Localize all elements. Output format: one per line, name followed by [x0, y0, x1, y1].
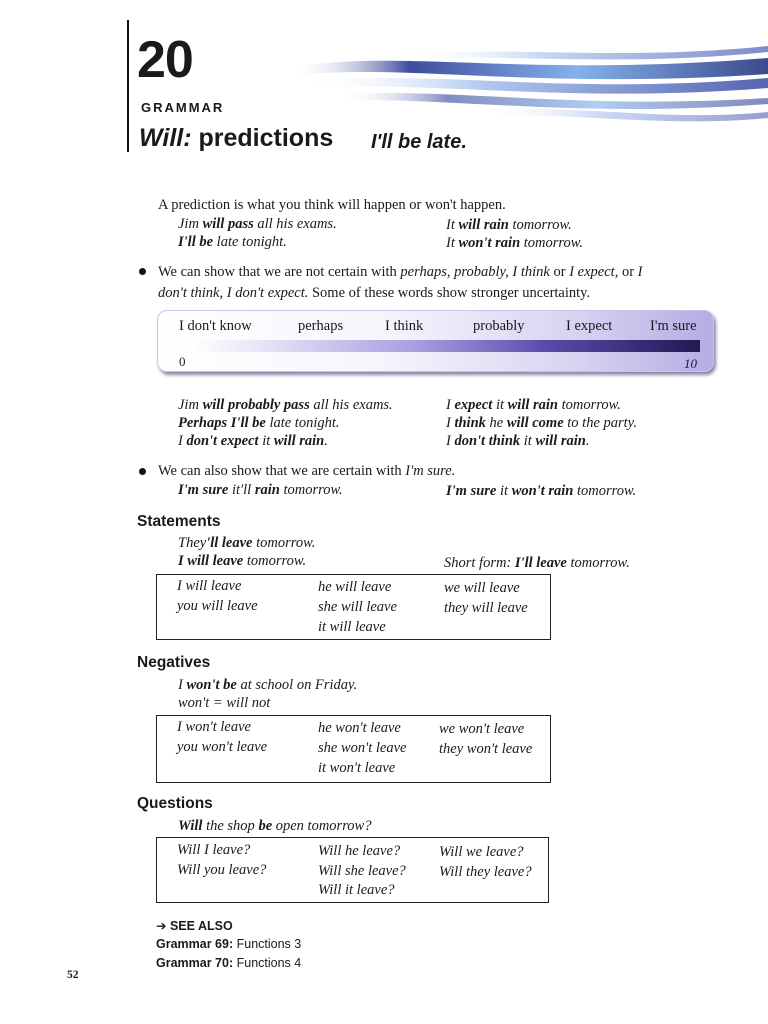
scale-label: I'm sure: [650, 318, 697, 334]
unit-number: 20: [137, 31, 193, 89]
example-sentence: Jim will pass all his exams.: [178, 216, 337, 232]
table-cell: Will they leave?: [439, 864, 532, 880]
section-heading: Questions: [137, 795, 213, 812]
scale-min-label: 0: [179, 354, 186, 369]
table-cell: you will leave: [177, 598, 258, 614]
page-subtitle: I'll be late.: [371, 131, 467, 153]
uncertainty-text: We can show that we are not certain with perhaps, probably, I think or I expect, or I: [158, 264, 643, 280]
bullet-icon: [139, 268, 146, 275]
section-heading: Statements: [137, 513, 221, 530]
table-cell: I won't leave: [177, 719, 251, 735]
decorative-swoosh-image: [280, 38, 768, 130]
header-rule: [127, 20, 129, 152]
example-sentence: It won't rain tomorrow.: [446, 235, 583, 251]
example-sentence: Will the shop be open tomorrow?: [178, 818, 372, 834]
example-sentence: I will leave tomorrow.: [178, 553, 307, 569]
table-cell: they won't leave: [439, 741, 533, 757]
section-heading: Negatives: [137, 654, 211, 671]
example-sentence: It will rain tomorrow.: [446, 217, 572, 233]
table-cell: you won't leave: [177, 739, 268, 755]
example-sentence: I expect it will rain tomorrow.: [446, 397, 621, 413]
table-cell: Will we leave?: [439, 844, 524, 860]
example-sentence: I won't be at school on Friday.: [178, 677, 358, 693]
scale-gradient-bar: [190, 340, 700, 352]
definition-text: A prediction is what you think will happen or won't happen.: [158, 197, 506, 213]
table-cell: she will leave: [318, 599, 397, 615]
see-also-link[interactable]: Grammar 69: Functions 3: [156, 937, 302, 951]
table-cell: it won't leave: [318, 760, 396, 776]
example-sentence: Perhaps I'll be late tonight.: [178, 415, 340, 431]
example-sentence: I'll be late tonight.: [178, 234, 287, 250]
certainty-text: We can also show that we are certain with I'm sure.: [158, 463, 456, 479]
title-keyword: Will:: [139, 124, 192, 152]
table-cell: Will you leave?: [177, 862, 267, 878]
scale-label: I don't know: [179, 318, 252, 334]
title-rest: predictions: [198, 124, 334, 152]
table-cell: we will leave: [444, 580, 520, 596]
scale-label: I expect: [566, 318, 613, 334]
table-cell: she won't leave: [318, 740, 407, 756]
scale-label: I think: [385, 318, 424, 334]
example-sentence: I don't expect it will rain.: [178, 433, 328, 449]
scale-label: perhaps: [298, 318, 344, 334]
arrow-right-icon: ➔: [156, 919, 167, 933]
table-cell: Will he leave?: [318, 843, 401, 859]
table-cell: we won't leave: [439, 721, 525, 737]
scale-label: probably: [473, 318, 525, 334]
example-sentence: Jim will probably pass all his exams.: [178, 397, 393, 413]
table-cell: he won't leave: [318, 720, 401, 736]
table-cell: he will leave: [318, 579, 392, 595]
example-sentence: I'm sure it'll rain tomorrow.: [178, 482, 343, 498]
see-also-link[interactable]: Grammar 70: Functions 4: [156, 956, 302, 970]
scale-max-label: 10: [684, 356, 697, 371]
table-cell: I will leave: [177, 578, 242, 594]
table-cell: Will it leave?: [318, 882, 395, 898]
short-form-note: Short form: I'll leave tomorrow.: [444, 555, 630, 571]
example-sentence: They'll leave tomorrow.: [178, 535, 316, 551]
example-sentence: I'm sure it won't rain tomorrow.: [446, 483, 637, 499]
table-cell: it will leave: [318, 619, 386, 635]
page-number: 52: [67, 969, 79, 981]
uncertainty-text: don't think, I don't expect. Some of these words show stronger uncertainty.: [158, 285, 591, 301]
section-label: GRAMMAR: [141, 100, 225, 115]
example-sentence: won't = will not: [178, 695, 271, 711]
table-cell: Will I leave?: [177, 842, 251, 858]
example-sentence: I don't think it will rain.: [446, 433, 590, 449]
bullet-icon: [139, 468, 146, 475]
example-sentence: I think he will come to the party.: [446, 415, 637, 431]
table-cell: Will she leave?: [318, 863, 406, 879]
table-cell: they will leave: [444, 600, 528, 616]
see-also-heading: ➔ SEE ALSO: [156, 919, 233, 933]
